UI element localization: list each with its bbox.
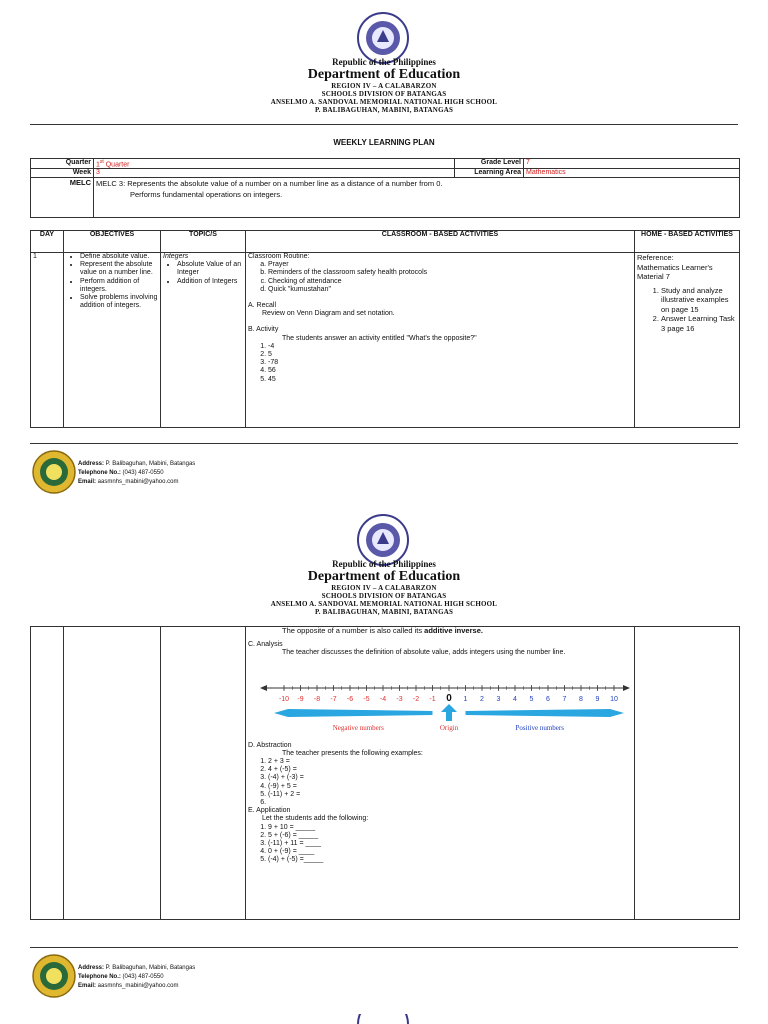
melc-line-2: Performs fundamental operations on integers. — [130, 190, 283, 200]
phone-label: Telephone No.: — [78, 470, 121, 476]
footer — [32, 952, 332, 1002]
tick-label-positive: 9 — [595, 695, 600, 703]
tick-label-positive: 6 — [546, 695, 550, 703]
phone-label: Telephone No.: — [78, 974, 121, 980]
email-label: Email: — [78, 983, 97, 989]
area-label: Learning Area — [455, 169, 524, 178]
abstraction-title: D. Abstraction — [248, 741, 292, 749]
objective-item: • Perform addition of integers. — [80, 278, 158, 294]
footer-contact — [78, 460, 195, 487]
department-title: Department of Education — [307, 67, 461, 82]
grade-label: Grade Level — [455, 159, 524, 169]
col-objectives: OBJECTIVES — [64, 231, 161, 253]
left-arrowhead — [260, 685, 267, 691]
day-cell — [31, 627, 64, 920]
abstraction-item: 1. 2 + 3 = — [268, 758, 632, 766]
division-text: SCHOOLS DIVISION OF BATANGAS — [321, 90, 447, 98]
objectives-cell — [64, 253, 161, 428]
republic-text: Republic of the Philippines — [332, 559, 436, 569]
routine-item: d. Quick "kumustahan" — [268, 286, 632, 294]
week-value: 3 — [94, 169, 455, 178]
school-logo-icon — [32, 450, 76, 494]
routine-title: Classroom Routine: — [248, 253, 310, 260]
email-value: aasmnhs_mabini@yahoo.com — [96, 983, 179, 989]
routine-item: c. Checking of attendance — [268, 278, 632, 286]
objective-item: • Define absolute value. — [80, 253, 158, 261]
melc-label: MELC — [31, 178, 94, 218]
tick-label-positive: 7 — [562, 695, 567, 703]
objective-item: • Solve problems involving addition of integers. — [80, 294, 158, 310]
activities-table-continued — [30, 626, 740, 920]
plan-title: WEEKLY LEARNING PLAN — [333, 138, 435, 147]
positive-numbers-label: Positive numbers — [515, 723, 564, 732]
page-1 — [0, 0, 768, 500]
tick-label-negative: -8 — [313, 695, 321, 703]
recall-text: Review on Venn Diagram and set notation. — [262, 310, 395, 318]
activity-item: 4. 56 — [268, 367, 632, 375]
school-address: P. BALIBAGUHAN, MABINI, BATANGAS — [314, 608, 454, 616]
topic-title: Integers — [163, 253, 189, 260]
email-value: aasmnhs_mabini@yahoo.com — [96, 479, 179, 485]
topics-cell — [161, 253, 246, 428]
classroom-cell — [246, 253, 635, 428]
col-home: HOME - BASED ACTIVITIES — [635, 231, 740, 253]
school-logo-icon — [32, 954, 76, 998]
activities-table — [30, 230, 740, 428]
analysis-text: The teacher discusses the definition of absolute value, adds integers using the number line. — [282, 649, 566, 657]
tick-label-negative: -2 — [412, 695, 420, 703]
phone-value: (043) 487-0550 — [120, 974, 164, 980]
tick-label-negative: -4 — [379, 695, 387, 703]
col-classroom: CLASSROOM - BASED ACTIVITIES — [246, 231, 635, 253]
address-value: P. Balibaguhan, Mabini, Batangas — [104, 461, 196, 467]
application-title: E. Application — [248, 807, 291, 815]
positive-direction-arrow — [466, 709, 625, 717]
recall-title: A. Recall — [248, 302, 277, 310]
footer — [32, 448, 332, 498]
home-item: 2. Answer Learning Task 3 page 16 — [661, 314, 737, 333]
opposite-text — [248, 627, 632, 635]
school-name: ANSELMO A. SANDOVAL MEMORIAL NATIONAL HIGH SCHOOL — [270, 98, 498, 106]
division-text: SCHOOLS DIVISION OF BATANGAS — [321, 592, 447, 600]
col-topics: TOPIC/S — [161, 231, 246, 253]
footer-contact — [78, 964, 195, 991]
col-day: DAY — [31, 231, 64, 253]
home-cell — [635, 627, 740, 920]
tick-label-negative: -3 — [396, 695, 403, 703]
negative-direction-arrow — [274, 709, 433, 717]
address-value: P. Balibaguhan, Mabini, Batangas — [104, 965, 196, 971]
objective-item: • Represent the absolute value on a number line. — [80, 261, 158, 277]
tick-label-positive: 1 — [463, 695, 468, 703]
activity-title: B. Activity — [248, 326, 279, 334]
application-item: 4. 0 + (-9) = ____ — [268, 848, 632, 856]
tick-label-negative: -7 — [330, 695, 337, 703]
tick-label-negative: -5 — [363, 695, 370, 703]
abstraction-item: 2. 4 + (-5) = — [268, 766, 632, 774]
school-address: P. BALIBAGUHAN, MABINI, BATANGAS — [314, 106, 454, 114]
negative-numbers-label: Negative numbers — [332, 723, 384, 732]
topic-item: • Addition of Integers — [177, 278, 243, 286]
tick-label-positive: 8 — [579, 695, 583, 703]
abstraction-item: 3. (-4) + (-3) = — [268, 774, 632, 782]
home-ref-book: Mathematics Learner's Material 7 — [637, 262, 713, 281]
phone-value: (043) 487-0550 — [120, 470, 164, 476]
activity-item: 5. 45 — [268, 376, 632, 384]
home-ref-label: Reference: — [637, 253, 674, 262]
grade-value: 7 — [524, 159, 740, 169]
abstraction-item: 5. (-11) + 2 = — [268, 791, 632, 799]
home-item: 1. Study and analyze illustrative examples on page 15 — [661, 286, 737, 315]
footer-divider — [30, 443, 738, 444]
info-table — [30, 158, 740, 218]
application-item: 3. (-11) + 11 = ____ — [268, 840, 632, 848]
next-page-seal-icon — [357, 1014, 409, 1024]
school-name: ANSELMO A. SANDOVAL MEMORIAL NATIONAL HIGH SCHOOL — [270, 600, 498, 608]
activity-item: 3. -78 — [268, 359, 632, 367]
tick-label-zero: 0 — [446, 692, 452, 704]
department-title: Department of Education — [307, 569, 461, 584]
classroom-cell — [246, 627, 635, 920]
abstraction-item — [268, 799, 632, 807]
tick-label-positive: 10 — [610, 695, 618, 703]
melc-line-1: MELC 3: Represents the absolute value of a number on a number line as a distance of a number from 0. — [96, 179, 443, 189]
tick-label-negative: -1 — [429, 695, 436, 703]
topic-item: • Absolute Value of an Integer — [177, 261, 243, 277]
home-cell — [635, 253, 740, 428]
analysis-title: C. Analysis — [248, 641, 283, 649]
melc-text — [94, 178, 740, 218]
abstraction-item: 4. (-9) + 5 = — [268, 783, 632, 791]
topics-cell — [161, 627, 246, 920]
application-item: 2. 5 + (-6) = _____ — [268, 832, 632, 840]
application-text: Let the students add the following: — [262, 815, 369, 823]
header-divider — [30, 124, 738, 125]
application-item: 5. (-4) + (-5) =_____ — [268, 856, 632, 864]
origin-arrow — [441, 704, 457, 721]
area-value: Mathematics — [524, 169, 740, 178]
address-label: Address: — [78, 461, 105, 467]
region-text: REGION IV – A CALABARZON — [331, 584, 437, 592]
quarter-value: 1st Quarter — [94, 159, 455, 169]
routine-item: b. Reminders of the classroom safety health protocols — [268, 269, 632, 277]
tick-label-positive: 5 — [529, 695, 534, 703]
week-label: Week — [31, 169, 94, 178]
tick-label-negative: -9 — [297, 695, 304, 703]
tick-label-negative: -10 — [278, 695, 290, 703]
routine-item: a. Prayer — [268, 261, 632, 269]
number-line-figure — [260, 678, 630, 738]
tick-label-positive: 2 — [480, 695, 484, 703]
region-text: REGION IV – A CALABARZON — [331, 82, 437, 90]
tick-label-negative: -6 — [346, 695, 354, 703]
activity-text: The students answer an activity entitled "What's the opposite?" — [282, 334, 477, 342]
additive-inverse-term: additive inverse. — [424, 626, 483, 635]
origin-label: Origin — [439, 723, 459, 732]
objectives-cell — [64, 627, 161, 920]
opposite-sentence: The opposite of a number is also called its — [282, 626, 425, 635]
quarter-label: Quarter — [31, 159, 94, 169]
tick-label-positive: 4 — [513, 695, 517, 703]
email-label: Email: — [78, 479, 97, 485]
application-item: 1. 9 + 10 = _____ — [268, 824, 632, 832]
footer-divider — [30, 947, 738, 948]
day-cell: 1 — [31, 253, 64, 428]
activity-item: 2. 5 — [268, 351, 632, 359]
tick-label-positive: 3 — [496, 695, 501, 703]
activity-item: 1. -4 — [268, 343, 632, 351]
republic-text: Republic of the Philippines — [332, 57, 436, 67]
address-label: Address: — [78, 965, 105, 971]
abstraction-text: The teacher presents the following examples: — [282, 749, 423, 757]
page-2 — [0, 510, 768, 1010]
right-arrowhead — [623, 685, 630, 691]
